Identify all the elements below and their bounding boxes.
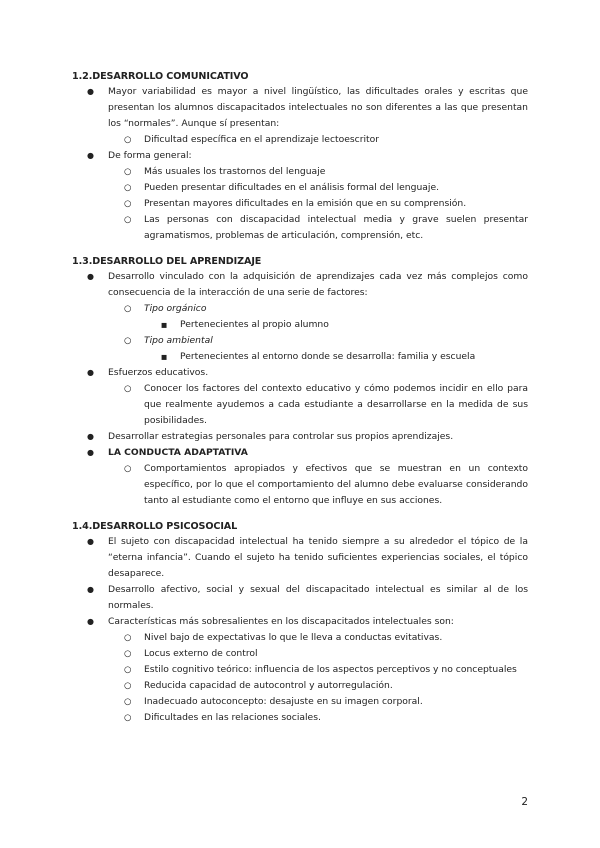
list-item	[72, 445, 528, 461]
list-item	[72, 630, 528, 646]
bullet-icon: ○	[124, 633, 132, 643]
list-item	[72, 349, 528, 365]
bullet-icon: ○	[124, 384, 132, 394]
bullet-icon: ●	[87, 585, 94, 594]
bullet-icon: ■	[161, 321, 168, 329]
list-item	[72, 212, 528, 244]
list-item-text: Tipo orgánico	[144, 303, 207, 314]
list-item-text: El sujeto con discapacidad intelectual ha tenido siempre a su alrededor el tópico de la “eterna infancia”. Cuando el sujeto ha tenido suficientes experiencias sociales, el tópico desaparece.	[108, 536, 528, 579]
list-item	[72, 301, 528, 317]
list-item	[72, 269, 528, 301]
list-item-text: Reducida capacidad de autocontrol y autorregulación.	[144, 680, 393, 691]
section-gap	[72, 244, 528, 255]
bullet-icon: ●	[87, 87, 94, 96]
list-item-text: Desarrollo vinculado con la adquisición de aprendizajes cada vez más complejos como consecuencia de la interacción de una serie de factores:	[108, 271, 528, 298]
list-item	[72, 180, 528, 196]
bullet-list	[72, 84, 528, 244]
bullet-icon: ●	[87, 151, 94, 160]
list-item-text: LA CONDUCTA ADAPTATIVA	[108, 447, 248, 458]
bullet-icon: ○	[124, 713, 132, 723]
bullet-icon: ○	[124, 199, 132, 209]
bullet-icon: ●	[87, 617, 94, 626]
list-item	[72, 84, 528, 132]
list-item	[72, 333, 528, 349]
section-title: 1.3.DESARROLLO DEL APRENDIZAJE	[72, 256, 262, 267]
list-item	[72, 614, 528, 630]
bullet-icon: ○	[124, 167, 132, 177]
list-item-text: Las personas con discapacidad intelectual media y grave suelen presentar agramatismos, problemas de articulación, comprensión, etc.	[144, 214, 528, 241]
list-item-text: Más usuales los trastornos del lenguaje	[144, 166, 326, 177]
bullet-icon: ●	[87, 448, 94, 457]
list-item-text: Pertenecientes al entorno donde se desarrolla: familia y escuela	[180, 351, 476, 362]
list-item	[72, 164, 528, 180]
bullet-list	[72, 269, 528, 509]
list-item-text: Dificultades en las relaciones sociales.	[144, 712, 321, 723]
list-item-text: Inadecuado autoconcepto: desajuste en su imagen corporal.	[144, 696, 423, 707]
list-item-text: Locus externo de control	[144, 648, 258, 659]
list-item	[72, 534, 528, 582]
list-item-text: Desarrollo afectivo, social y sexual del discapacitado intelectual es similar al de los normales.	[108, 584, 528, 611]
bullet-icon: ○	[124, 336, 132, 346]
list-item-text: Comportamientos apropiados y efectivos que se muestran en un contexto específico, por lo que el comportamiento del alumno debe evaluarse considerando tanto al estudiante como el entorno que influye en sus acciones.	[144, 463, 528, 506]
list-item	[72, 196, 528, 212]
bullet-icon: ○	[124, 304, 132, 314]
bullet-icon: ●	[87, 537, 94, 546]
bullet-icon: ○	[124, 215, 132, 225]
list-item	[72, 148, 528, 164]
list-item	[72, 317, 528, 333]
list-item	[72, 365, 528, 381]
list-item-text: Mayor variabilidad es mayor a nivel lingüístico, las dificultades orales y escritas que presentan los alumnos discapacitados intelectuales no son diferentes a las que presentan los “normales”. Aunque sí presentan:	[108, 86, 528, 129]
list-item	[72, 461, 528, 509]
bullet-icon: ○	[124, 665, 132, 675]
list-item	[72, 710, 528, 726]
list-item	[72, 646, 528, 662]
section-gap	[72, 509, 528, 520]
bullet-icon: ●	[87, 272, 94, 281]
list-item	[72, 662, 528, 678]
list-item-text: Presentan mayores dificultades en la emisión que en su comprensión.	[144, 198, 467, 209]
list-item	[72, 582, 528, 614]
list-item-text: Nivel bajo de expectativas lo que le lleva a conductas evitativas.	[144, 632, 443, 643]
list-item-text: Desarrollar estrategias personales para controlar sus propios aprendizajes.	[108, 431, 454, 442]
document-page	[72, 70, 528, 726]
bullet-icon: ■	[161, 353, 168, 361]
bullet-icon: ○	[124, 135, 132, 145]
bullet-icon: ○	[124, 649, 132, 659]
bullet-icon: ○	[124, 464, 132, 474]
page-number: 2	[521, 796, 528, 808]
list-item-text: Dificultad específica en el aprendizaje lectoescritor	[144, 134, 380, 145]
bullet-icon: ○	[124, 681, 132, 691]
list-item-text: Pueden presentar dificultades en el análisis formal del lenguaje.	[144, 182, 440, 193]
section-title: 1.2.DESARROLLO COMUNICATIVO	[72, 71, 249, 82]
list-item-text: Características más sobresalientes en los discapacitados intelectuales son:	[108, 616, 454, 627]
bullet-icon: ○	[124, 697, 132, 707]
list-item-text: Estilo cognitivo teórico: influencia de los aspectos perceptivos y no conceptuales	[144, 664, 517, 675]
list-item-text: Esfuerzos educativos.	[108, 367, 209, 378]
bullet-icon: ●	[87, 432, 94, 441]
bullet-icon: ●	[87, 368, 94, 377]
list-item	[72, 678, 528, 694]
bullet-icon: ○	[124, 183, 132, 193]
bullet-list	[72, 534, 528, 726]
list-item	[72, 429, 528, 445]
list-item-text: Conocer los factores del contexto educativo y cómo podemos incidir en ello para que realmente ayudemos a cada estudiante a desarrollarse en la medida de sus posibilidades.	[144, 383, 528, 426]
list-item	[72, 694, 528, 710]
list-item	[72, 381, 528, 429]
list-item-text: De forma general:	[108, 150, 192, 161]
section-title: 1.4.DESARROLLO PSICOSOCIAL	[72, 521, 238, 532]
list-item	[72, 132, 528, 148]
list-item-text: Pertenecientes al propio alumno	[180, 319, 329, 330]
list-item-text: Tipo ambiental	[144, 335, 213, 346]
